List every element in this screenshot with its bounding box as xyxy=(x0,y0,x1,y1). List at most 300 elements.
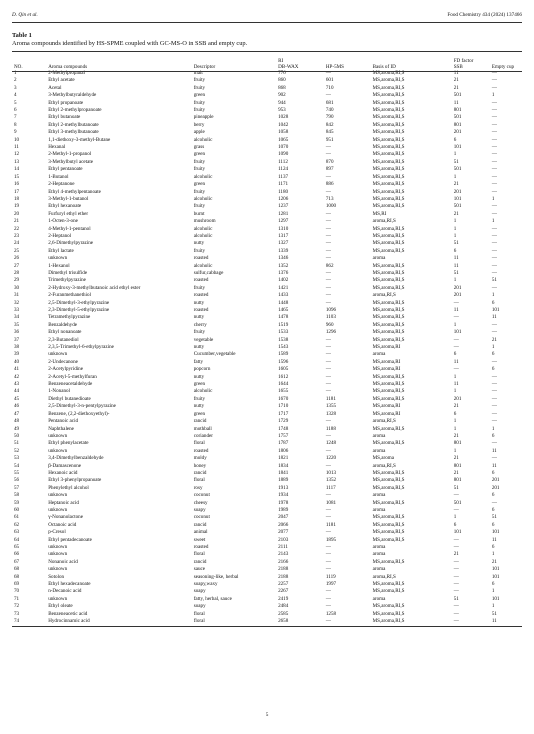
cell-ri: 1596 xyxy=(278,358,289,365)
cell-fd-ssb: 21 xyxy=(453,403,459,410)
cell-ri: 1612 xyxy=(278,373,289,380)
cell-hp5ms: 951 xyxy=(325,136,334,143)
cell-compound: Ethyl acetate xyxy=(48,77,75,84)
cell-fd-empty: 6 xyxy=(491,581,495,588)
cell-descriptor: soapy xyxy=(193,506,206,513)
cell-compound: Ethyl 3-phenylpropanoate xyxy=(48,477,102,484)
cell-hp5ms: — xyxy=(325,277,331,284)
cell-ri: 1543 xyxy=(278,344,289,351)
cell-fd-empty: 101 xyxy=(491,573,500,580)
cell-fd-empty: 201 xyxy=(491,477,500,484)
cell-compound: 1-Hexanol xyxy=(48,262,70,269)
cell-fd-empty: 6 xyxy=(491,521,495,528)
cell-descriptor: popcorn xyxy=(193,366,211,373)
cell-ri: 1180 xyxy=(278,188,289,195)
cell-no: 36 xyxy=(14,329,20,336)
cell-fd-empty: — xyxy=(491,232,497,239)
cell-no: 49 xyxy=(14,425,20,432)
cell-hp5ms: — xyxy=(325,218,331,225)
cell-descriptor: rancid xyxy=(193,418,207,425)
cell-fd-ssb: 801 xyxy=(453,107,462,114)
cell-fd-empty: — xyxy=(491,107,497,114)
table-row xyxy=(12,485,522,492)
cell-fd-empty: 6 xyxy=(491,299,495,306)
table-row xyxy=(12,470,522,477)
cell-fd-ssb: 21 xyxy=(453,455,459,462)
cell-fd-ssb: 201 xyxy=(453,292,462,299)
cell-fd-ssb: 1 xyxy=(453,373,457,380)
cell-fd-empty: 1 xyxy=(491,292,495,299)
cell-basis: MS,aroma,RI,S xyxy=(372,581,405,588)
cell-no: 17 xyxy=(14,188,20,195)
cell-compound: Benzeneacetaldehyde xyxy=(48,381,93,388)
cell-basis: MS,aroma,RI,S xyxy=(372,618,405,625)
cell-hp5ms: — xyxy=(325,292,331,299)
cell-basis: MS,aroma,RI,S xyxy=(372,299,405,306)
cell-compound: Ethyl nonanoate xyxy=(48,329,82,336)
cell-descriptor: green xyxy=(193,92,206,99)
cell-fd-empty: 1 xyxy=(491,588,495,595)
cell-hp5ms: 960 xyxy=(325,321,334,328)
cell-no: 51 xyxy=(14,440,20,447)
cell-hp5ms: — xyxy=(325,381,331,388)
table-row xyxy=(12,77,522,84)
col-header-ri-bottom: DB-WAX xyxy=(278,63,299,70)
table-row xyxy=(12,285,522,292)
cell-ri: 1644 xyxy=(278,381,289,388)
cell-compound: unknown xyxy=(48,566,68,573)
cell-ri: 1112 xyxy=(278,158,288,165)
table-row xyxy=(12,537,522,544)
cell-ri: 1589 xyxy=(278,351,289,358)
cell-no: 28 xyxy=(14,269,20,276)
cell-no: 50 xyxy=(14,432,20,439)
cell-compound: β-Damascenone xyxy=(48,462,82,469)
cell-fd-empty: — xyxy=(491,388,497,395)
cell-fd-ssb: 11 xyxy=(453,99,459,106)
cell-ri: 2111 xyxy=(278,544,288,550)
cell-compound: 2-Acetylpyridine xyxy=(48,366,83,373)
cell-hp5ms: 790 xyxy=(325,114,334,121)
cell-basis: MS,aroma,RI,S xyxy=(372,77,405,84)
cell-ri: 1748 xyxy=(278,425,289,432)
cell-fd-empty: — xyxy=(491,440,497,447)
cell-descriptor: roasted xyxy=(193,255,209,262)
cell-hp5ms: 710 xyxy=(325,84,334,91)
cell-ri: 1729 xyxy=(278,418,289,425)
cell-descriptor: fruity xyxy=(193,188,206,195)
col-header-ri-top: RI xyxy=(278,57,284,64)
cell-compound: unknown xyxy=(48,492,68,499)
cell-descriptor: floral xyxy=(193,440,205,447)
cell-basis: MS,aroma,RI,S xyxy=(372,203,405,210)
cell-descriptor: mothball xyxy=(193,425,212,432)
table-title: Table 1 xyxy=(12,32,32,39)
cell-hp5ms: — xyxy=(325,210,331,217)
cell-fd-empty: — xyxy=(491,203,497,210)
cell-descriptor: floral xyxy=(193,618,205,625)
cell-compound: Octanoic acid xyxy=(48,521,77,528)
cell-basis: MS,aroma,RI,S xyxy=(372,314,405,321)
cell-fd-ssb: — xyxy=(453,314,459,321)
cell-no: 21 xyxy=(14,218,20,225)
cell-hp5ms: 1895 xyxy=(325,536,337,543)
cell-basis: MS,aroma,RI,S xyxy=(372,610,405,617)
cell-no: 16 xyxy=(14,181,20,188)
cell-ri: 2419 xyxy=(278,595,289,602)
cell-compound: γ-Nonanolactone xyxy=(48,514,83,521)
col-header-fd-ssb xyxy=(452,52,490,70)
table-row xyxy=(12,337,522,344)
table-row xyxy=(12,248,522,255)
cell-ri: 944 xyxy=(278,99,286,106)
cell-hp5ms: 897 xyxy=(325,166,334,173)
cell-compound: Ethyl hexadecanoate xyxy=(48,581,91,588)
table-row xyxy=(12,529,522,536)
cell-no: 11 xyxy=(14,144,19,151)
cell-fd-empty: 11 xyxy=(491,462,497,469)
cell-descriptor: coconut xyxy=(193,492,210,499)
cell-no: 74 xyxy=(14,618,20,625)
table-row xyxy=(12,174,522,181)
cell-basis: MS,aroma,RI,S xyxy=(372,107,405,114)
cell-fd-ssb: 51 xyxy=(453,595,459,602)
table-row xyxy=(12,85,522,92)
table-row xyxy=(12,263,522,270)
cell-fd-empty: — xyxy=(491,499,497,506)
cell-compound: Benzaldehyde xyxy=(48,321,78,328)
cell-hp5ms: 1328 xyxy=(325,410,337,417)
cell-ri: 1448 xyxy=(278,299,289,306)
cell-compound: Diethyl butanedioate xyxy=(48,395,91,402)
cell-descriptor: vegetable xyxy=(193,336,214,343)
cell-descriptor: soapy xyxy=(193,603,206,610)
table-row xyxy=(12,433,522,440)
cell-basis: MS,aroma,RI,S xyxy=(372,181,405,188)
cell-no: 67 xyxy=(14,558,20,565)
cell-hp5ms: 740 xyxy=(325,107,334,114)
cell-fd-empty: 51 xyxy=(491,514,497,521)
cell-basis: MS,aroma,RI,S xyxy=(372,173,405,180)
cell-no: 39 xyxy=(14,351,20,358)
cell-basis: MS,aroma,RI,S xyxy=(372,514,405,521)
cell-hp5ms: 681 xyxy=(325,99,334,106)
cell-fd-empty: — xyxy=(491,181,497,188)
running-header-authors: D. Qin et al. xyxy=(12,12,38,18)
cell-compound: p-Cresol xyxy=(48,529,66,536)
table-header-rule xyxy=(12,71,522,72)
cell-fd-ssb: — xyxy=(453,588,459,595)
table-row xyxy=(12,137,522,144)
cell-hp5ms: — xyxy=(325,299,331,306)
cell-fd-ssb: 51 xyxy=(453,240,459,247)
cell-basis: aroma,RI,S xyxy=(372,218,396,225)
table-caption: Aroma compounds identified by HS-SPME coupled with GC-MS-O in SSB and empty cup. xyxy=(12,40,248,47)
cell-fd-ssb: 801 xyxy=(453,440,462,447)
cell-basis: aroma xyxy=(372,566,386,573)
cell-basis: aroma xyxy=(372,447,386,454)
cell-basis: MS,aroma,RI,S xyxy=(372,166,405,173)
col-header-no: NO. xyxy=(14,63,23,70)
cell-no: 33 xyxy=(14,307,20,313)
col-header-empty-cup: Empty cup xyxy=(491,63,515,70)
cell-no: 2 xyxy=(14,77,17,84)
table-row xyxy=(12,455,522,462)
cell-descriptor: fruity xyxy=(193,329,206,336)
table-row xyxy=(12,596,522,603)
cell-descriptor: burnt xyxy=(193,210,205,217)
cell-hp5ms: — xyxy=(325,344,331,351)
cell-ri: 1433 xyxy=(278,292,289,299)
table-row xyxy=(12,448,522,455)
cell-compound: 2,5-Dimethyl-3-ethylpyrazine xyxy=(48,299,110,306)
table-row xyxy=(12,359,522,366)
cell-compound: 1,1-diethoxy-3-methyl-Butane xyxy=(48,136,111,143)
cell-fd-ssb: 21 xyxy=(453,77,459,84)
cell-fd-ssb: 1 xyxy=(453,277,457,284)
cell-compound: Ethyl 3-methylbutanoate xyxy=(48,129,99,136)
cell-no: 52 xyxy=(14,447,20,454)
cell-fd-ssb: 21 xyxy=(453,181,459,188)
cell-compound: unknown xyxy=(48,544,68,550)
cell-basis: MS,aroma,RI,S xyxy=(372,558,405,565)
cell-descriptor: floral xyxy=(193,551,205,558)
cell-fd-empty: 1 xyxy=(491,218,495,225)
cell-ri: 2143 xyxy=(278,551,289,558)
cell-no: 38 xyxy=(14,344,20,351)
cell-descriptor: roasted xyxy=(193,544,209,550)
cell-no: 22 xyxy=(14,225,20,232)
cell-fd-empty: — xyxy=(491,166,497,173)
col-header-basis: Basis of ID xyxy=(372,63,396,70)
cell-fd-empty: 6 xyxy=(491,469,495,476)
table-row xyxy=(12,418,522,425)
cell-compound: Acetal xyxy=(48,84,62,91)
cell-hp5ms: 1119 xyxy=(325,573,336,580)
cell-fd-empty: — xyxy=(491,455,497,462)
cell-ri: 1533 xyxy=(278,329,289,336)
cell-fd-ssb: — xyxy=(453,336,459,343)
cell-no: 64 xyxy=(14,536,20,543)
cell-no: 20 xyxy=(14,210,20,217)
cell-fd-empty: — xyxy=(491,84,497,91)
cell-hp5ms: — xyxy=(325,432,331,439)
cell-no: 48 xyxy=(14,418,20,425)
cell-compound: 2,5-Dimethyl-3-n-pentylpyrazine xyxy=(48,403,116,410)
cell-basis: MS,aroma,RI,S xyxy=(372,588,405,595)
cell-no: 25 xyxy=(14,247,20,254)
cell-hp5ms: — xyxy=(325,351,331,358)
cell-hp5ms: 870 xyxy=(325,158,334,165)
cell-descriptor: cherry xyxy=(193,321,207,328)
cell-compound: Ethyl propanoate xyxy=(48,99,84,106)
cell-fd-empty: — xyxy=(491,255,497,262)
col-header-hp5ms: HP-5MS xyxy=(325,63,344,70)
cell-basis: MS,aroma,RI,S xyxy=(372,425,405,432)
table-row xyxy=(12,588,522,595)
table-row xyxy=(12,300,522,307)
cell-hp5ms: — xyxy=(325,247,331,254)
table-row xyxy=(12,270,522,277)
cell-basis: MS,aroma,RI,S xyxy=(372,277,405,284)
cell-descriptor: honey xyxy=(193,462,207,469)
cell-basis: MS,aroma,RI,S xyxy=(372,84,405,91)
cell-fd-empty: — xyxy=(491,225,497,232)
cell-compound: 2-Methylpropanal xyxy=(48,70,85,76)
cell-fd-empty: — xyxy=(491,114,497,121)
cell-no: 4 xyxy=(14,92,17,99)
cell-fd-ssb: 21 xyxy=(453,432,459,439)
cell-ri: 1171 xyxy=(278,181,289,188)
cell-no: 13 xyxy=(14,158,20,165)
cell-compound: unknown xyxy=(48,255,68,262)
table-row xyxy=(12,566,522,573)
cell-descriptor: cheesy xyxy=(193,499,208,506)
cell-basis: MS,aroma,RI,S xyxy=(372,188,405,195)
cell-fd-empty: — xyxy=(491,321,497,328)
cell-fd-ssb: 801 xyxy=(453,121,462,128)
cell-hp5ms: — xyxy=(325,255,331,262)
cell-no: 73 xyxy=(14,610,20,617)
cell-fd-empty: 6 xyxy=(491,366,495,373)
cell-basis: aroma xyxy=(372,544,386,550)
table-row xyxy=(12,233,522,240)
table-row xyxy=(12,426,522,433)
cell-basis: MS,aroma,RI,S xyxy=(372,321,405,328)
cell-basis: aroma,RI,S xyxy=(372,418,396,425)
cell-descriptor: alcoholic xyxy=(193,173,213,180)
cell-descriptor: animal xyxy=(193,529,208,536)
cell-no: 3 xyxy=(14,84,17,91)
cell-fd-empty: — xyxy=(491,77,497,84)
cell-fd-empty: 11 xyxy=(491,447,497,454)
cell-hp5ms: — xyxy=(325,566,331,573)
cell-basis: MS,aroma,RI,S xyxy=(372,240,405,247)
table-row xyxy=(12,292,522,299)
cell-hp5ms: 1096 xyxy=(325,307,337,313)
cell-ri: 1834 xyxy=(278,462,289,469)
cell-ri: 776 xyxy=(278,70,286,76)
table-row xyxy=(12,322,522,329)
cell-ri: 2166 xyxy=(278,558,289,565)
cell-ri: 1538 xyxy=(278,336,289,343)
cell-fd-ssb: 6 xyxy=(453,351,457,358)
cell-compound: 2-Acetyl-5-methylfuran xyxy=(48,373,97,380)
cell-no: 57 xyxy=(14,484,20,491)
cell-hp5ms: 1355 xyxy=(325,403,337,410)
table-row xyxy=(12,240,522,247)
cell-compound: Pentanoic acid xyxy=(48,418,79,425)
cell-basis: aroma xyxy=(372,595,386,602)
cell-hp5ms: — xyxy=(325,232,331,239)
cell-hp5ms: — xyxy=(325,618,331,625)
cell-basis: aroma xyxy=(372,432,386,439)
cell-fd-empty: — xyxy=(491,269,497,276)
cell-descriptor: roasted xyxy=(193,447,209,454)
table-row xyxy=(12,492,522,499)
cell-fd-ssb: — xyxy=(453,618,459,625)
cell-descriptor: alcoholic xyxy=(193,225,213,232)
table-row xyxy=(12,463,522,470)
cell-ri: 1710 xyxy=(278,403,289,410)
cell-fd-ssb: 6 xyxy=(453,521,457,528)
cell-descriptor: roasted xyxy=(193,307,209,313)
cell-compound: Heptanoic acid xyxy=(48,499,79,506)
cell-hp5ms: — xyxy=(325,595,331,602)
cell-compound: Furfuryl ethyl ether xyxy=(48,210,89,217)
cell-compound: unknown xyxy=(48,506,68,513)
cell-fd-ssb: 51 xyxy=(453,269,459,276)
cell-fd-ssb: 11 xyxy=(453,255,459,262)
table-row xyxy=(12,366,522,373)
cell-descriptor: fruity xyxy=(193,99,206,106)
cell-fd-empty: — xyxy=(491,240,497,247)
table-row xyxy=(12,574,522,581)
cell-descriptor: malt xyxy=(193,70,203,76)
cell-no: 12 xyxy=(14,151,20,158)
cell-hp5ms: — xyxy=(325,551,331,558)
cell-no: 45 xyxy=(14,395,20,402)
cell-fd-ssb: — xyxy=(453,566,459,573)
cell-fd-ssb: — xyxy=(453,299,459,306)
cell-descriptor: coriander xyxy=(193,432,213,439)
table-row xyxy=(12,100,522,107)
cell-fd-ssb: 6 xyxy=(453,247,457,254)
cell-basis: MS,aroma,RI,S xyxy=(372,99,405,106)
table-row xyxy=(12,277,522,284)
cell-ri: 1317 xyxy=(278,232,289,239)
cell-no: 14 xyxy=(14,166,20,173)
cell-compound: 2,6-Dimethylpyrazine xyxy=(48,240,94,247)
cell-fd-empty: 11 xyxy=(491,618,497,625)
cell-fd-ssb: 1 xyxy=(453,447,457,454)
table-row xyxy=(12,551,522,558)
cell-hp5ms: 862 xyxy=(325,262,334,269)
cell-hp5ms: 1081 xyxy=(325,499,337,506)
cell-descriptor: floral xyxy=(193,477,205,484)
cell-ri: 1519 xyxy=(278,321,289,328)
cell-hp5ms: — xyxy=(325,336,331,343)
cell-basis: MS,aroma,RI,S xyxy=(372,484,405,491)
cell-fd-ssb: 501 xyxy=(453,166,462,173)
cell-no: 9 xyxy=(14,129,17,136)
cell-no: 43 xyxy=(14,381,20,388)
cell-compound: 2-Heptanone xyxy=(48,181,75,188)
cell-fd-ssb: — xyxy=(453,492,459,499)
cell-descriptor: nutty xyxy=(193,403,205,410)
table-row xyxy=(12,107,522,114)
cell-fd-empty: 1 xyxy=(491,603,495,610)
cell-hp5ms: — xyxy=(325,269,331,276)
cell-compound: Hydrocinnamic acid xyxy=(48,618,90,625)
cell-descriptor: nutty xyxy=(193,240,205,247)
cell-ri: 2484 xyxy=(278,603,289,610)
cell-compound: unknown xyxy=(48,595,68,602)
cell-fd-empty: — xyxy=(491,70,497,76)
cell-basis: MS,aroma,RI,S xyxy=(372,469,405,476)
cell-compound: Ethyl butanoate xyxy=(48,114,81,121)
col-header-ri xyxy=(276,52,324,70)
cell-hp5ms: — xyxy=(325,514,331,521)
cell-fd-empty: — xyxy=(491,403,497,410)
cell-fd-empty: 1 xyxy=(491,195,495,202)
cell-no: 59 xyxy=(14,499,20,506)
cell-basis: MS,aroma,RI,S xyxy=(372,114,405,121)
cell-basis: MS,aroma,RI,S xyxy=(372,499,405,506)
cell-ri: 1889 xyxy=(278,477,289,484)
cell-ri: 2047 xyxy=(278,514,289,521)
cell-fd-empty: 51 xyxy=(491,610,497,617)
